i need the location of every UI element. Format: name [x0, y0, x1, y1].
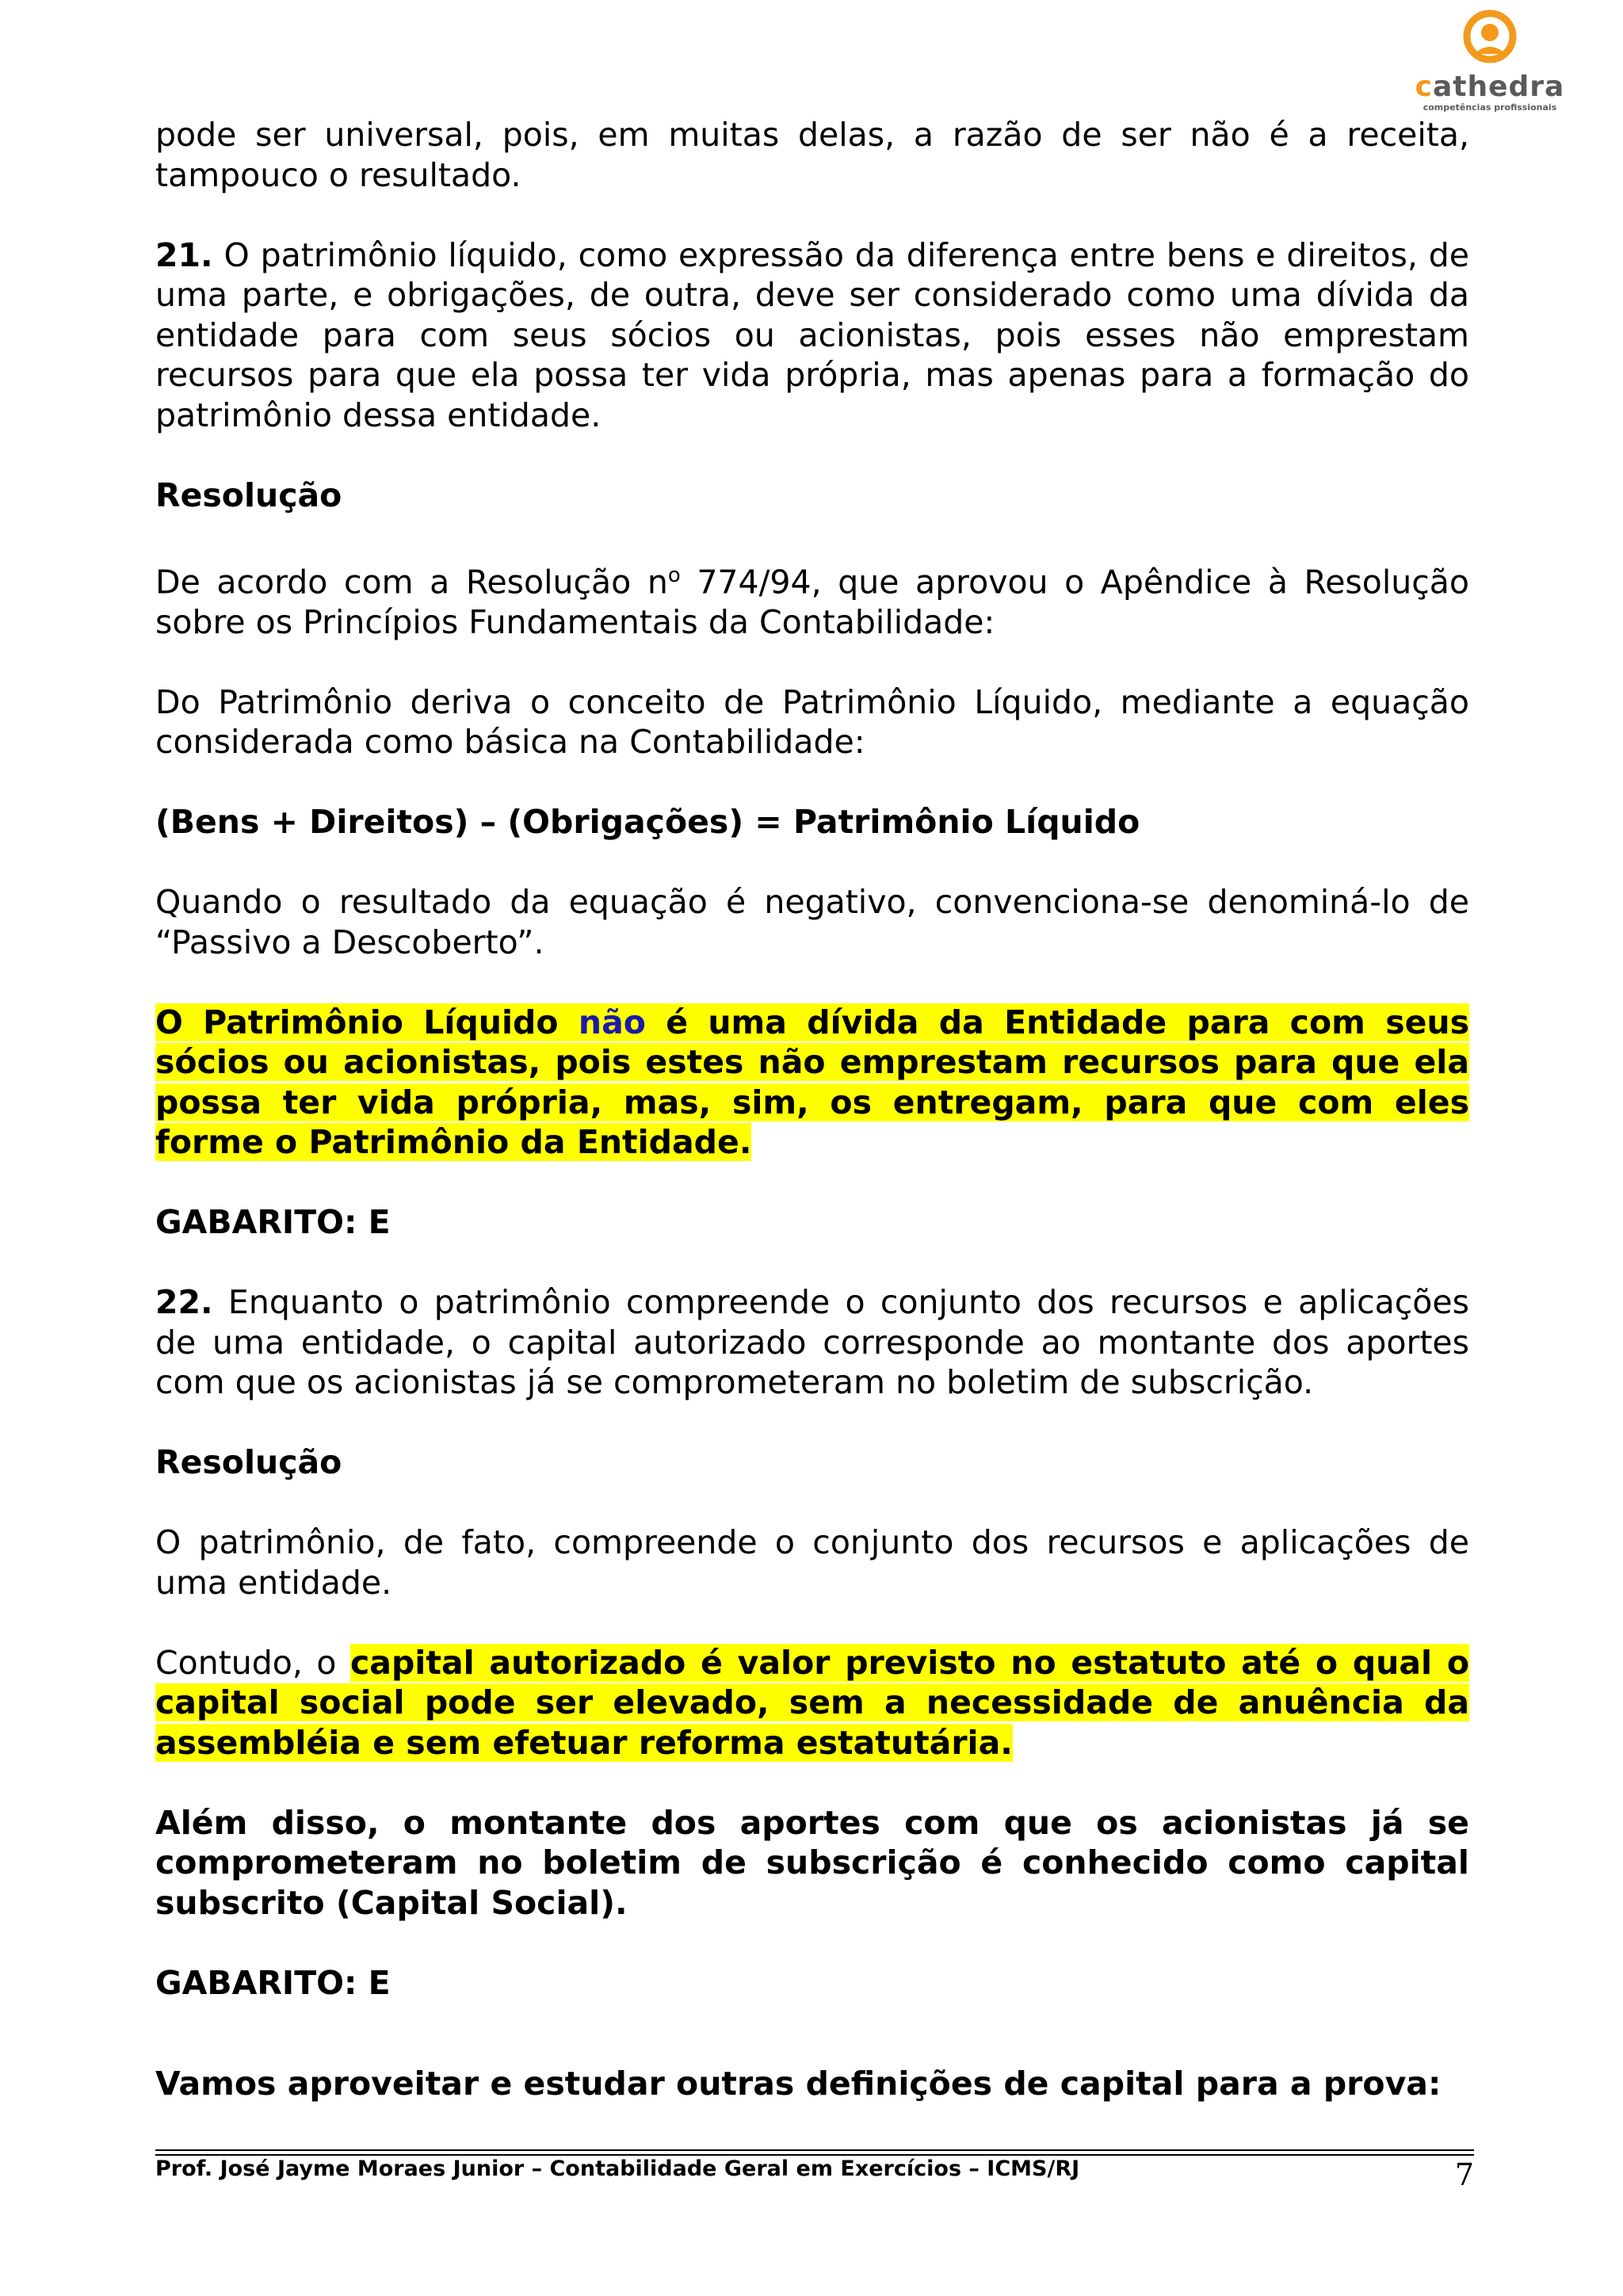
logo-wordmark-rest: athedra	[1432, 71, 1565, 103]
person-circle-icon	[1411, 8, 1569, 74]
logo-tagline: competências profissionais	[1423, 102, 1557, 113]
question-21	[155, 235, 1469, 436]
resolution-21-paragraph-3: Quando o resultado da equação é negativo, convenciona-se denominá-lo de “Passivo a Descoberto”.	[155, 883, 1469, 961]
highlight-start: O Patrimônio Líquido	[155, 1003, 579, 1041]
question-22-text: Enquanto o patrimônio compreende o conjunto dos recursos e aplicações de uma entidade, o capital autorizado corresponde ao montante dos aportes com que os acionistas já se comprometeram no boletim de subscrição.	[155, 1283, 1469, 1402]
answer-21: GABARITO: E	[155, 1203, 391, 1242]
highlight-not-emphasis: não	[578, 1003, 646, 1041]
resolution-22-paragraph-1: O patrimônio, de fato, compreende o conjunto dos recursos e aplicações de uma entidade.	[155, 1523, 1469, 1602]
resolution-21-highlight	[155, 1003, 1469, 1163]
cathedra-logo	[1411, 8, 1569, 111]
res22-p2-highlight: capital autorizado é valor previsto no estatuto até o qual o capital social pode ser elevado, sem a necessidade de anuência da assembléia e sem efetuar reforma estatutária.	[155, 1643, 1469, 1762]
resolution-21-paragraph-1	[155, 556, 1469, 643]
logo-wordmark-c: c	[1415, 71, 1433, 103]
res21-p1-end: 774/94, que aprovou o Apêndice à Resolução sobre os Princípios Fundamentais da Contabilidade:	[155, 563, 1469, 641]
equation: (Bens + Direitos) – (Obrigações) = Patrimônio Líquido	[155, 803, 1140, 842]
res21-p1-superscript: o	[667, 563, 681, 587]
question-21-number: 21.	[155, 235, 213, 274]
footer-author-course: Prof. José Jayme Moraes Junior – Contabilidade Geral em Exercícios – ICMS/RJ	[155, 2157, 1080, 2181]
resolution-22-heading: Resolução	[155, 1443, 342, 1482]
question-21-text: O patrimônio líquido, como expressão da diferença entre bens e direitos, de uma parte, e obrigações, de outra, deve ser considerado como uma dívida da entidade para com seus sócios ou acionistas, pois esses não emprestam recursos para que ela possa ter vida própria, mas apenas para a formação do patrimônio dessa entidade.	[155, 235, 1469, 434]
logo-wordmark	[1411, 73, 1569, 101]
res21-p1-start: De acordo com a Resolução n	[155, 563, 668, 602]
resolution-21-heading: Resolução	[155, 476, 342, 514]
question-22-number: 22.	[155, 1283, 213, 1322]
resolution-22-paragraph-2	[155, 1643, 1469, 1763]
highlight-end: é uma dívida da Entidade para com seus sócios ou acionistas, pois estes não emprestam recursos para que ela possa ter vida própria, mas, sim, os entregam, para que com eles forme o Patrimônio da Entidade.	[155, 1003, 1469, 1162]
answer-22: GABARITO: E	[155, 1963, 391, 2002]
page-number: 7	[1454, 2157, 1474, 2192]
res22-p2-start: Contudo, o	[155, 1643, 350, 1682]
footer-divider-top	[155, 2149, 1474, 2151]
intro-paragraph: pode ser universal, pois, em muitas delas, a razão de ser não é a receita, tampouco o resultado.	[155, 116, 1469, 194]
resolution-22-paragraph-3: Além disso, o montante dos aportes com que os acionistas já se comprometeram no boletim de subscrição é conhecido como capital subscrito (Capital Social).	[155, 1803, 1469, 1922]
closing-line: Vamos aproveitar e estudar outras definições de capital para a prova:	[155, 2064, 1442, 2103]
question-22	[155, 1282, 1469, 1403]
resolution-21-paragraph-2: Do Patrimônio deriva o conceito de Patrimônio Líquido, mediante a equação considerada como básica na Contabilidade:	[155, 682, 1469, 762]
page-body	[155, 115, 1469, 2103]
